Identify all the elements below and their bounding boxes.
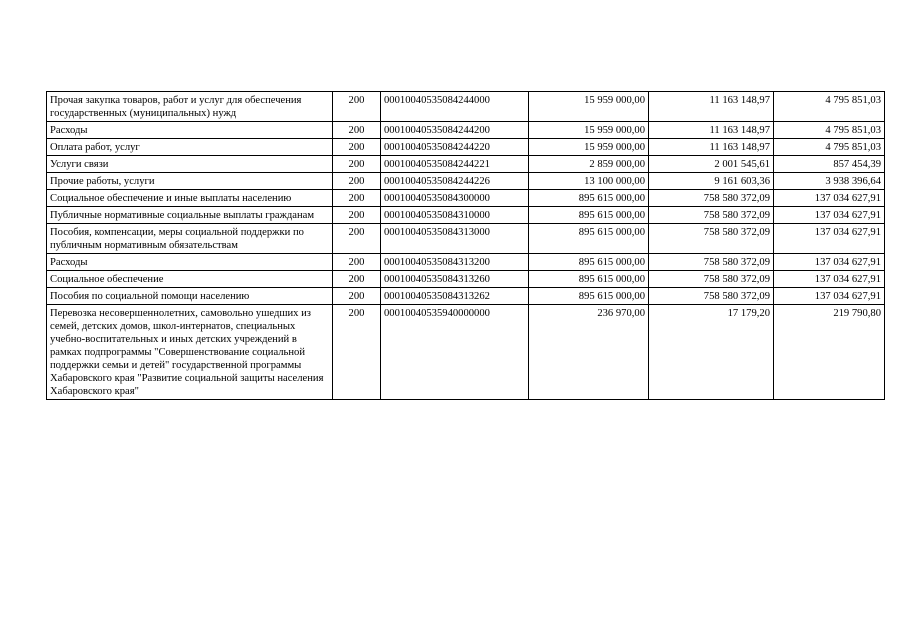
row-approved-cell: 15 959 000,00 <box>529 139 649 156</box>
row-executed-cell: 11 163 148,97 <box>649 139 774 156</box>
row-unexecuted-cell: 137 034 627,91 <box>774 190 885 207</box>
table-row <box>47 139 885 156</box>
row-classification-code-cell: 00010040535084313000 <box>381 224 529 254</box>
row-line-code-cell: 200 <box>333 305 381 400</box>
row-line-code-cell: 200 <box>333 207 381 224</box>
row-unexecuted-cell: 137 034 627,91 <box>774 254 885 271</box>
row-unexecuted-cell: 4 795 851,03 <box>774 139 885 156</box>
row-classification-code-cell: 00010040535084313200 <box>381 254 529 271</box>
row-classification-code-cell: 00010040535084300000 <box>381 190 529 207</box>
row-unexecuted-cell: 137 034 627,91 <box>774 288 885 305</box>
row-executed-cell: 9 161 603,36 <box>649 173 774 190</box>
row-name-cell: Оплата работ, услуг <box>47 139 333 156</box>
table-row <box>47 156 885 173</box>
row-name-cell: Прочая закупка товаров, работ и услуг для обеспечения государственных (муниципальных) нужд <box>47 92 333 122</box>
row-classification-code-cell: 00010040535084310000 <box>381 207 529 224</box>
row-approved-cell: 895 615 000,00 <box>529 254 649 271</box>
row-executed-cell: 2 001 545,61 <box>649 156 774 173</box>
table-row <box>47 173 885 190</box>
row-line-code-cell: 200 <box>333 156 381 173</box>
row-name-cell: Социальное обеспечение и иные выплаты населению <box>47 190 333 207</box>
row-executed-cell: 17 179,20 <box>649 305 774 400</box>
row-executed-cell: 758 580 372,09 <box>649 254 774 271</box>
row-classification-code-cell: 00010040535084244221 <box>381 156 529 173</box>
row-line-code-cell: 200 <box>333 173 381 190</box>
table-row <box>47 288 885 305</box>
table-row <box>47 305 885 400</box>
row-executed-cell: 758 580 372,09 <box>649 288 774 305</box>
row-approved-cell: 895 615 000,00 <box>529 207 649 224</box>
row-approved-cell: 895 615 000,00 <box>529 190 649 207</box>
row-executed-cell: 11 163 148,97 <box>649 122 774 139</box>
table-row <box>47 207 885 224</box>
row-unexecuted-cell: 137 034 627,91 <box>774 224 885 254</box>
row-classification-code-cell: 00010040535084244000 <box>381 92 529 122</box>
row-line-code-cell: 200 <box>333 139 381 156</box>
row-name-cell: Социальное обеспечение <box>47 271 333 288</box>
budget-table <box>46 91 885 400</box>
row-line-code-cell: 200 <box>333 92 381 122</box>
row-line-code-cell: 200 <box>333 122 381 139</box>
row-name-cell: Пособия, компенсации, меры социальной поддержки по публичным нормативным обязательствам <box>47 224 333 254</box>
row-executed-cell: 758 580 372,09 <box>649 224 774 254</box>
table-row <box>47 271 885 288</box>
table-row <box>47 122 885 139</box>
row-unexecuted-cell: 4 795 851,03 <box>774 92 885 122</box>
row-approved-cell: 15 959 000,00 <box>529 92 649 122</box>
row-unexecuted-cell: 4 795 851,03 <box>774 122 885 139</box>
table-row <box>47 254 885 271</box>
row-approved-cell: 895 615 000,00 <box>529 288 649 305</box>
row-approved-cell: 13 100 000,00 <box>529 173 649 190</box>
row-name-cell: Пособия по социальной помощи населению <box>47 288 333 305</box>
row-line-code-cell: 200 <box>333 288 381 305</box>
row-classification-code-cell: 00010040535084244200 <box>381 122 529 139</box>
row-classification-code-cell: 00010040535084244220 <box>381 139 529 156</box>
row-name-cell: Перевозка несовершеннолетних, самовольно ушедших из семей, детских домов, школ-интернатов, специальных учебно-воспитательных и иных детских учреждений в рамках подпрограммы "Совершенствование социальной поддержки семьи и детей" государственной программы Хабаровского края "Развитие социальной защиты населения Хабаровского края" <box>47 305 333 400</box>
table-row <box>47 92 885 122</box>
row-name-cell: Прочие работы, услуги <box>47 173 333 190</box>
row-unexecuted-cell: 219 790,80 <box>774 305 885 400</box>
row-unexecuted-cell: 857 454,39 <box>774 156 885 173</box>
row-line-code-cell: 200 <box>333 271 381 288</box>
row-name-cell: Услуги связи <box>47 156 333 173</box>
row-approved-cell: 895 615 000,00 <box>529 224 649 254</box>
row-name-cell: Расходы <box>47 122 333 139</box>
row-unexecuted-cell: 3 938 396,64 <box>774 173 885 190</box>
row-executed-cell: 758 580 372,09 <box>649 271 774 288</box>
table-row <box>47 190 885 207</box>
row-unexecuted-cell: 137 034 627,91 <box>774 207 885 224</box>
row-classification-code-cell: 00010040535084313260 <box>381 271 529 288</box>
row-approved-cell: 2 859 000,00 <box>529 156 649 173</box>
row-line-code-cell: 200 <box>333 190 381 207</box>
row-classification-code-cell: 00010040535940000000 <box>381 305 529 400</box>
row-name-cell: Публичные нормативные социальные выплаты гражданам <box>47 207 333 224</box>
row-line-code-cell: 200 <box>333 254 381 271</box>
row-approved-cell: 236 970,00 <box>529 305 649 400</box>
row-executed-cell: 758 580 372,09 <box>649 207 774 224</box>
row-approved-cell: 895 615 000,00 <box>529 271 649 288</box>
row-unexecuted-cell: 137 034 627,91 <box>774 271 885 288</box>
row-name-cell: Расходы <box>47 254 333 271</box>
row-classification-code-cell: 00010040535084313262 <box>381 288 529 305</box>
row-executed-cell: 758 580 372,09 <box>649 190 774 207</box>
row-executed-cell: 11 163 148,97 <box>649 92 774 122</box>
row-line-code-cell: 200 <box>333 224 381 254</box>
table-row <box>47 224 885 254</box>
row-classification-code-cell: 00010040535084244226 <box>381 173 529 190</box>
row-approved-cell: 15 959 000,00 <box>529 122 649 139</box>
